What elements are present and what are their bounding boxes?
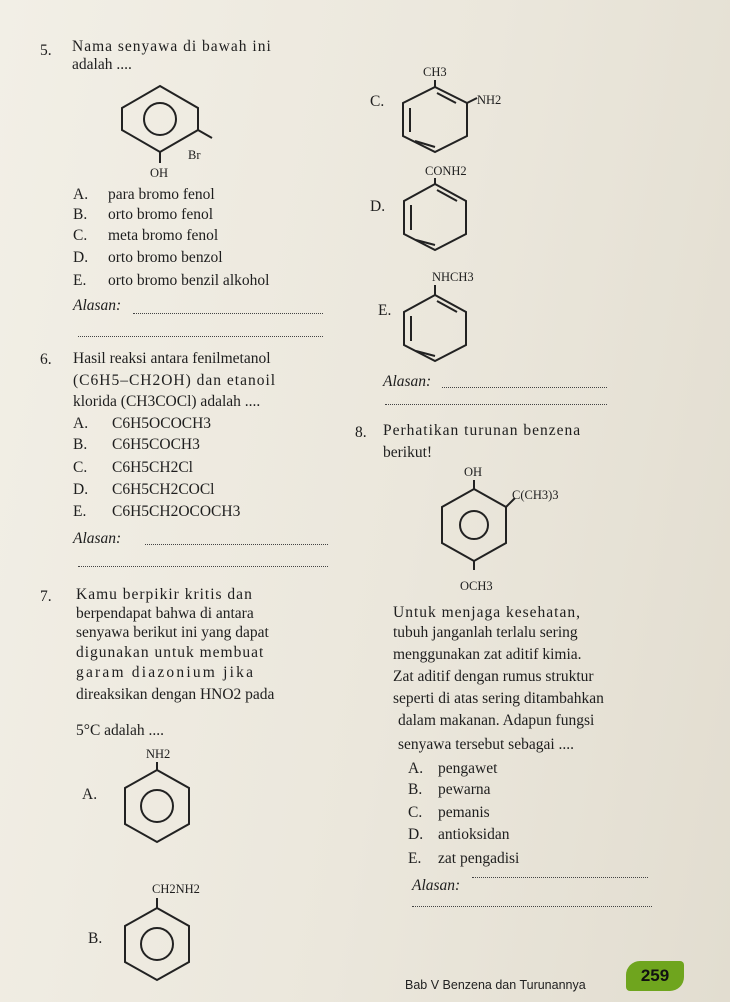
q5-option-e-letter: E. [73, 272, 87, 289]
q7-option-b-letter[interactable]: B. [88, 930, 103, 947]
q8-number: 8. [355, 424, 367, 441]
q5-alasan-label: Alasan: [73, 297, 122, 314]
q6-line3: klorida (CH3COCl) adalah .... [73, 393, 261, 410]
q6-option-d-text[interactable]: C6H5CH2COCl [112, 481, 215, 498]
q6-option-c-letter: C. [73, 459, 88, 476]
q7-line3: senyawa berikut ini yang dapat [76, 624, 269, 641]
q7-line5: garam diazonium jika [76, 664, 256, 681]
q8-paragraph-line4: Zat aditif dengan rumus struktur [393, 668, 594, 685]
q6-option-e-letter: E. [73, 503, 87, 520]
q5-option-b-letter: B. [73, 206, 88, 223]
q8-option-d-text[interactable]: antioksidan [438, 826, 510, 843]
chapter-footer: Bab V Benzena dan Turunannya [405, 978, 586, 992]
q8-option-d-letter: D. [408, 826, 424, 843]
q8-tbu-label: C(CH3)3 [512, 488, 559, 502]
q7-line6: direaksikan dengan HNO2 pada [76, 686, 275, 703]
q6-option-a-letter: A. [73, 415, 89, 432]
q8-option-e-letter: E. [408, 850, 422, 867]
q6-option-b-text[interactable]: C6H5COCH3 [112, 436, 200, 453]
q5-option-c-letter-right: C. [370, 93, 385, 110]
q5-line2: adalah .... [72, 56, 132, 73]
q8-paragraph-line3: menggunakan zat aditif kimia. [393, 646, 582, 663]
q7-line7: 5°C adalah .... [76, 722, 164, 739]
q6-alasan-label: Alasan: [73, 530, 122, 547]
q6-line2: (C6H5–CH2OH) dan etanoil [73, 372, 277, 389]
q8-line2: berikut! [383, 444, 433, 461]
q5-option-e-text[interactable]: orto bromo benzil alkohol [108, 272, 270, 289]
q5-option-a-text[interactable]: para bromo fenol [108, 186, 215, 203]
q7-line2: berpendapat bahwa di antara [76, 605, 254, 622]
q6-option-e-text[interactable]: C6H5CH2OCOCH3 [112, 503, 241, 520]
q7-line1: Kamu berpikir kritis dan [76, 586, 253, 603]
q5-option-c-text[interactable]: meta bromo fenol [108, 227, 219, 244]
q8-paragraph-line1: Untuk menjaga kesehatan, [393, 604, 581, 621]
q6-option-b-letter: B. [73, 436, 88, 453]
q6-option-a-text[interactable]: C6H5OCOCH3 [112, 415, 212, 432]
q8-option-b-letter: B. [408, 781, 423, 798]
q8-option-b-text[interactable]: pewarna [438, 781, 491, 798]
q6-line1: Hasil reaksi antara fenilmetanol [73, 350, 271, 367]
q7-a-nh2-label: NH2 [146, 747, 171, 761]
q7-b-ch2nh2-label: CH2NH2 [152, 882, 200, 896]
q5-oh-label: OH [150, 166, 169, 180]
q5-option-d-letter: D. [73, 249, 89, 266]
q6-alasan-right-label: Alasan: [383, 373, 432, 390]
q5-option-e-letter-right: E. [378, 302, 392, 319]
q7-option-a-letter[interactable]: A. [82, 786, 98, 803]
q8-paragraph-line2: tubuh janganlah terlalu sering [393, 624, 578, 641]
q6-option-c-text[interactable]: C6H5CH2Cl [112, 459, 193, 476]
q8-och3-label: OCH3 [460, 579, 493, 593]
q8-oh-label: OH [464, 465, 483, 479]
q6-option-d-letter: D. [73, 481, 89, 498]
q8-option-a-text[interactable]: pengawet [438, 760, 498, 777]
page-number-badge: 259 [626, 961, 684, 991]
q8-alasan-line2[interactable] [412, 906, 652, 907]
q8-option-c-text[interactable]: pemanis [438, 804, 490, 821]
q5-option-d-letter-right: D. [370, 198, 386, 215]
q5-br-label: Br [188, 148, 201, 162]
q5-e-nhch3-label: NHCH3 [432, 270, 474, 284]
q7-line4: digunakan untuk membuat [76, 644, 265, 661]
q7-number: 7. [40, 588, 52, 605]
q8-line1: Perhatikan turunan benzena [383, 422, 582, 439]
q5-option-c-letter: C. [73, 227, 88, 244]
q8-alasan-line1[interactable] [472, 877, 648, 878]
q8-option-e-text[interactable]: zat pengadisi [438, 850, 520, 867]
q8-paragraph-line6: dalam makanan. Adapun fungsi [398, 712, 595, 729]
q5-option-b-text[interactable]: orto bromo fenol [108, 206, 214, 223]
q5-option-a-letter: A. [73, 186, 89, 203]
q5-d-conh2-label: CONH2 [425, 164, 467, 178]
q8-alasan-label: Alasan: [412, 877, 461, 894]
q5-line1: Nama senyawa di bawah ini [72, 38, 272, 55]
q8-option-a-letter: A. [408, 760, 424, 777]
q8-paragraph-line7: senyawa tersebut sebagai .... [398, 736, 575, 753]
q5-c-ch3-label: CH3 [423, 65, 447, 79]
q6-number: 6. [40, 351, 52, 368]
q5-number: 5. [40, 42, 52, 59]
q8-option-c-letter: C. [408, 804, 423, 821]
q5-option-d-text[interactable]: orto bromo benzol [108, 249, 223, 266]
q5-c-nh2-label: NH2 [477, 93, 502, 107]
q8-paragraph-line5: seperti di atas sering ditambahkan [393, 690, 604, 707]
